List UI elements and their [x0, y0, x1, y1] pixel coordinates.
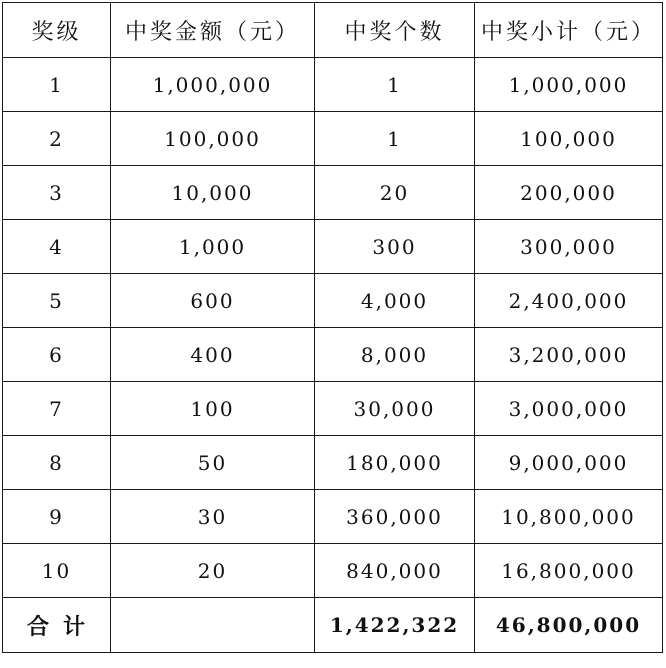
cell-amount: 50	[111, 436, 315, 490]
table-row	[3, 544, 663, 598]
cell-amount: 10,000	[111, 166, 315, 220]
cell-subtotal: 16,800,000	[475, 544, 663, 598]
cell-amount: 1,000	[111, 220, 315, 274]
table-row	[3, 220, 663, 274]
header-prize-level: 奖级	[3, 3, 111, 58]
cell-amount: 400	[111, 328, 315, 382]
cell-level: 5	[3, 274, 111, 328]
cell-count: 8,000	[315, 328, 475, 382]
header-prize-amount: 中奖金额（元）	[111, 3, 315, 58]
cell-subtotal: 3,000,000	[475, 382, 663, 436]
total-row	[3, 598, 663, 653]
cell-level: 6	[3, 328, 111, 382]
cell-level: 4	[3, 220, 111, 274]
cell-level: 10	[3, 544, 111, 598]
cell-amount: 30	[111, 490, 315, 544]
cell-subtotal: 2,400,000	[475, 274, 663, 328]
header-winner-count: 中奖个数	[315, 3, 475, 58]
cell-count: 1	[315, 112, 475, 166]
cell-subtotal: 300,000	[475, 220, 663, 274]
cell-subtotal: 9,000,000	[475, 436, 663, 490]
cell-subtotal: 10,800,000	[475, 490, 663, 544]
table-row	[3, 436, 663, 490]
cell-subtotal: 3,200,000	[475, 328, 663, 382]
cell-count: 180,000	[315, 436, 475, 490]
total-subtotal: 46,800,000	[475, 598, 663, 653]
cell-level: 1	[3, 58, 111, 112]
header-subtotal: 中奖小计（元）	[475, 3, 663, 58]
table-row	[3, 58, 663, 112]
prize-table	[2, 2, 663, 653]
cell-count: 30,000	[315, 382, 475, 436]
cell-subtotal: 1,000,000	[475, 58, 663, 112]
cell-amount: 100	[111, 382, 315, 436]
cell-count: 840,000	[315, 544, 475, 598]
cell-level: 3	[3, 166, 111, 220]
table-row	[3, 274, 663, 328]
table-row	[3, 166, 663, 220]
cell-amount: 1,000,000	[111, 58, 315, 112]
cell-subtotal: 100,000	[475, 112, 663, 166]
table-row	[3, 490, 663, 544]
table-row	[3, 382, 663, 436]
cell-level: 8	[3, 436, 111, 490]
cell-amount: 20	[111, 544, 315, 598]
cell-subtotal: 200,000	[475, 166, 663, 220]
table-row	[3, 112, 663, 166]
cell-count: 4,000	[315, 274, 475, 328]
total-amount-empty	[111, 598, 315, 653]
header-row	[3, 3, 663, 58]
cell-count: 1	[315, 58, 475, 112]
total-label: 合计	[3, 598, 111, 653]
cell-level: 9	[3, 490, 111, 544]
cell-count: 300	[315, 220, 475, 274]
cell-level: 7	[3, 382, 111, 436]
cell-level: 2	[3, 112, 111, 166]
table-row	[3, 328, 663, 382]
total-count: 1,422,322	[315, 598, 475, 653]
cell-amount: 100,000	[111, 112, 315, 166]
cell-amount: 600	[111, 274, 315, 328]
cell-count: 20	[315, 166, 475, 220]
cell-count: 360,000	[315, 490, 475, 544]
